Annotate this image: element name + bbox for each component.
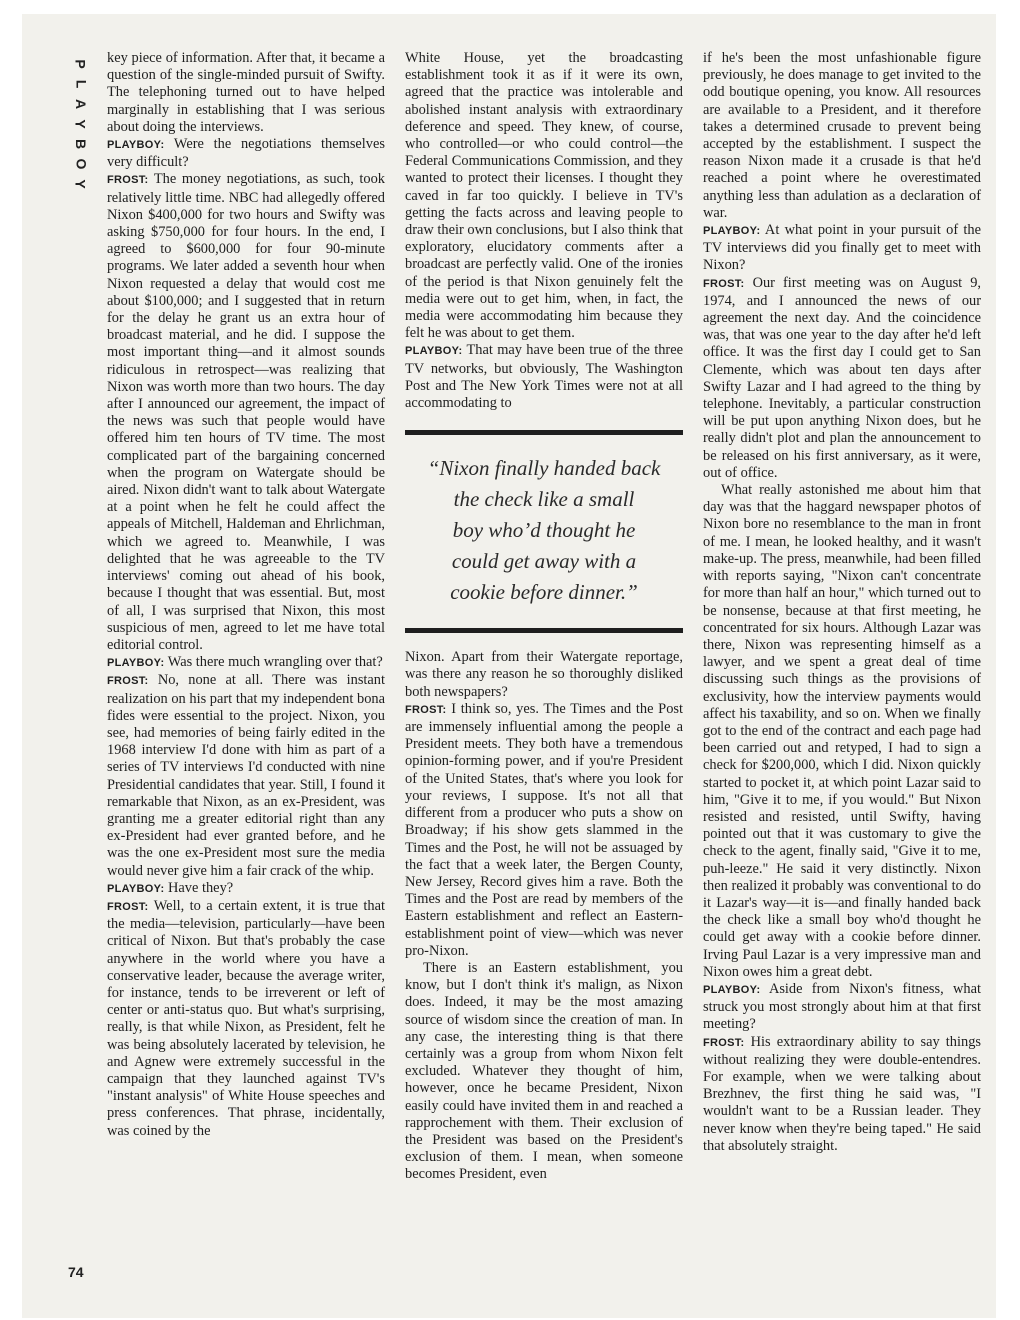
running-head-letter: Y bbox=[73, 179, 89, 189]
speaker-label: FROST: bbox=[107, 174, 149, 187]
paragraph-text: What really astonished me about him that day was that the haggard newspaper photos of Nixon bore no resemblance to the man in front of me. I mean, he looked healthy, and it wasn't make-up. The press, meanwhile, had been filled with reports saying, "Nixon can't concentrate for more than half an hour," which turned out to be nonsense, because at that first meeting, he concentrated for six hours. Although Lazar was there, Nixon was representing himself as a lawyer, and we spent a great deal of time discussing such things as the provisions of exclusivity, how the interview payments would affect his taxability, and so on. When we finally got to the end of the contract and each page had been carried out and retyped, I had to sign a check for $200,000, which I did. Nixon quickly started to pocket it, at which point Lazar said to him, "Give it to me, if you would." But Nixon resisted and resisted, until Swifty, having pointed out that it was customary to give the check to the agent, finally said, "Give it to me, puh-leeze." He said it very distinctly. Nixon then realized it probably was conventional to do it Lazar's way—it is—and finally handed back the check like a small boy who'd thought he could get away with a cookie before dinner. Irving Paul Lazar is a very impressive man and Nixon owes him a great debt. bbox=[703, 482, 981, 980]
paragraph bbox=[107, 898, 385, 1140]
running-head-letter: Y bbox=[73, 119, 89, 129]
paragraph bbox=[703, 222, 981, 275]
pull-quote-line: cookie before dinner.” bbox=[450, 580, 638, 605]
paragraph bbox=[107, 50, 385, 136]
paragraph-text: Have they? bbox=[168, 879, 234, 896]
paragraph bbox=[107, 672, 385, 879]
paragraph-text: key piece of information. After that, it became a question of the single-minded pursuit of Swifty. The telephoning turned out to have helped marginally in establishing that I was serious about doing the interviews. bbox=[107, 50, 385, 135]
magazine-page bbox=[22, 14, 996, 1318]
pull-quote-line: boy who’d thought he bbox=[452, 518, 636, 543]
pull-quote bbox=[405, 430, 683, 633]
speaker-label: PLAYBOY: bbox=[703, 225, 761, 238]
paragraph bbox=[107, 654, 385, 672]
running-head-letter: A bbox=[73, 98, 89, 110]
paragraph-text: There is an Eastern establishment, you know, but I don't think it's malign, as Nixon does. Indeed, it may be the most amazing source of wisdom since the creation of man. In any case, the interesting thing is that there certainly was a group from whom Nixon felt excluded. Whatever they thought of him, however, once he became President, Nixon easily could have invited them in and reached a rapprochement with them. Their exclusion of the President was based on the President's exclusion of them. I mean, when someone becomes President, even bbox=[405, 959, 683, 1183]
speaker-label: PLAYBOY: bbox=[703, 983, 761, 996]
speaker-label: FROST: bbox=[107, 675, 149, 688]
paragraph bbox=[703, 981, 981, 1034]
paragraph-text: At what point in your pursuit of the TV interviews did you finally get to meet with Nixon? bbox=[703, 222, 981, 274]
paragraph-text: Our first meeting was on August 9, 1974, and I announced the news of our agreement the next day. And the coincidence was, that was one year to the day after he'd left office. It was the first day I could get to San Clemente, which was about ten days after Swifty Lazar and I had agreed to the thing by telephone. Inevitably, a particular construction will be put upon anything Nixon does, but he really didn't plot and plan the announcement to be released on his first anniversary, as it were, out of office. bbox=[703, 274, 981, 481]
column-3 bbox=[703, 50, 981, 1155]
paragraph-text: Nixon. Apart from their Watergate reportage, was there any reason he so thoroughly disliked both newspapers? bbox=[405, 649, 683, 700]
paragraph bbox=[703, 275, 981, 482]
speaker-label: FROST: bbox=[703, 1036, 745, 1049]
running-head-letter: L bbox=[73, 79, 89, 89]
column-2-bottom bbox=[405, 649, 683, 1183]
speaker-label: PLAYBOY: bbox=[107, 882, 165, 895]
paragraph bbox=[405, 649, 683, 701]
paragraph-text: His extraordinary ability to say things without realizing they were double-entendres. For example, when we were talking about Brezhnev, the first thing he said was, "I wouldn't want to be a Russian leader. They never know when they're being taped." He said that absolutely straight. bbox=[703, 1033, 981, 1154]
speaker-label: PLAYBOY: bbox=[107, 139, 165, 152]
paragraph bbox=[405, 960, 683, 1184]
speaker-label: FROST: bbox=[405, 703, 447, 716]
speaker-label: PLAYBOY: bbox=[107, 657, 165, 670]
paragraph bbox=[107, 136, 385, 171]
page-number: 74 bbox=[68, 1264, 84, 1280]
pull-quote-line: “Nixon finally handed back bbox=[427, 456, 661, 481]
paragraph bbox=[107, 171, 385, 654]
paragraph bbox=[703, 50, 981, 222]
speaker-label: PLAYBOY: bbox=[405, 345, 463, 358]
pull-quote-line: the check like a small bbox=[453, 487, 635, 512]
paragraph-text: Well, to a certain extent, it is true that the media—television, particularly—have been critical of Nixon. But that's probably the case anywhere in the world where you have a conservative leader, because the average writer, for instance, tends to be irreverent or left of center or anti-status quo. But what's surprising, really, is that while Nixon, as President, felt he was being absolutely lacerated by television, he and Agnew were extremely successful in the campaign that they launched against TV's "instant analysis" of White House speeches and press conferences. That phrase, incidentally, was coined by the bbox=[107, 897, 385, 1139]
paragraph-text: Aside from Nixon's fitness, what struck you most strongly about him at that first meeting? bbox=[703, 980, 981, 1033]
paragraph-text: Was there much wrangling over that? bbox=[167, 654, 383, 671]
paragraph bbox=[405, 342, 683, 412]
running-head-letter: P bbox=[73, 59, 89, 69]
paragraph-text: White House, yet the broadcasting establishment took it as if it were its own, agreed that the practice was intolerable and abolished instant analysis with extraordinary deference and speed. They knew, of course, who controlled—or who could control—the Federal Communications Commission, and they wanted to protect their licenses. I thought they caved in far too quickly. I believe in TV's getting the facts across and leaving people to draw their own conclusions, but I also think that exploratory, elucidatory comments after a broadcast are perfectly valid. One of the ironies of the period is that Nixon genuinely felt the media were out to get him, when, in fact, the media were accommodating him because they felt he was about to get them. bbox=[405, 50, 683, 342]
running-head-letter: B bbox=[73, 138, 89, 150]
paragraph-text: That may have been true of the three TV networks, but obviously, The Washington Post and The New York Times were not at all accommodating to bbox=[405, 342, 683, 412]
paragraph-text: if he's been the most unfashionable figure previously, he does manage to get invited to the odd boutique opening, you know. All resources are available to a President, and it therefore takes a determined crusade to prevent being accepted by the establishment. I suspect the reason Nixon made it a crusade is that he'd reached a point where he overestimated anything less than adulation as a declaration of war. bbox=[703, 50, 981, 221]
running-head bbox=[70, 54, 92, 194]
paragraph-text: The money negotiations, as such, took relatively little time. NBC had allegedly offered Nixon $400,000 for two hours and Swifty was asking $750,000 for four hours. In the end, I agreed to $600,000 for four 90-minute programs. We later added a seventh hour when Nixon requested a delay that would cost me about $100,000; and I suggested that in return for the delay he grant us an extra hour of broadcast material, and he did. I suppose the most important thing—and it almost sounds ridiculous in retrospect—was realizing that Nixon was worth more than two hours. The day after I announced our agreement, the impact of the news was such that people would have offered him ten hours of TV time. The most complicated part of the bargaining concerned when the program on Watergate should be aired. Nixon didn't want to talk about Watergate at a point when he felt he could affect the appeals of Mitchell, Haldeman and Ehrlichman, which we agreed to. Meanwhile, I was delighted that he was agreeable to the TV interviews' coming out ahead of his book, because I thought that was essential. But, most of all, I was surprised that Nixon, this most suspicious of men, agreed to let me have total editorial control. bbox=[107, 171, 385, 653]
speaker-label: FROST: bbox=[703, 277, 745, 290]
column-1 bbox=[107, 50, 385, 1140]
paragraph bbox=[405, 701, 683, 960]
paragraph bbox=[703, 482, 981, 981]
column-2 bbox=[405, 50, 683, 1184]
column-2-top bbox=[405, 50, 683, 412]
pull-quote-line: could get away with a bbox=[451, 549, 637, 574]
running-head-letter: O bbox=[72, 158, 89, 170]
speaker-label: FROST: bbox=[107, 900, 149, 913]
paragraph-text: Were the negotiations themselves very difficult? bbox=[107, 136, 385, 171]
paragraph-text: No, none at all. There was instant realization on his part that my independent bona fides were essential to the project. Nixon, you see, had memories of being fairly edited in the 1968 interview I'd done with him as part of a series of TV interviews I'd conducted with nine Presidential candidates that year. Still, I found it remarkable that Nixon, as an ex-President, was granting me a greater editorial right than any ex-President had ever granted before, and he was the one ex-President most sure the media would never give him a fair crack of the whip. bbox=[107, 672, 385, 879]
paragraph bbox=[107, 880, 385, 898]
paragraph bbox=[703, 1034, 981, 1155]
paragraph bbox=[405, 50, 683, 342]
paragraph-text: I think so, yes. The Times and the Post are immensely influential among the people a President meets. They both have a tremendous opinion-forming power, and if you're President of the United States, that's where you look for your reviews, I suppose. It's not all that different from a producer who puts a show on Broadway; if his show gets slammed in the Times and the Post, he will not be assuaged by the fact that a week later, the Bergen County, New Jersey, Record gives him a rave. Both the Times and the Post are read by members of the Eastern establishment and reflect an Eastern-establishment point of view—which was never pro-Nixon. bbox=[405, 700, 683, 959]
